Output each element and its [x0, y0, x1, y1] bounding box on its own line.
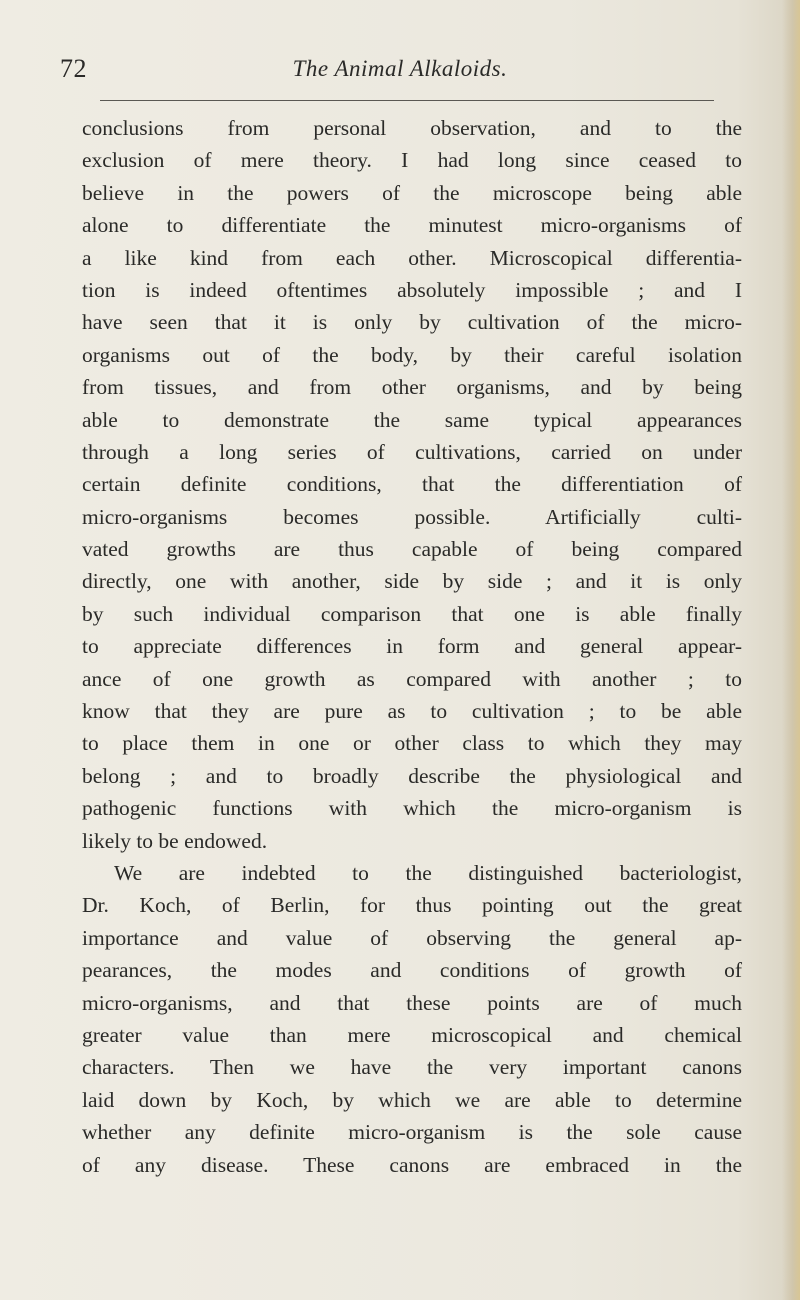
text-line: able to demonstrate the same typical appearances	[82, 407, 742, 432]
text-line: micro-organisms becomes possible. Artificially culti-	[82, 504, 742, 529]
text-line: from tissues, and from other organisms, and by being	[82, 375, 742, 400]
text-line: directly, one with another, side by side ; and it is only	[82, 569, 742, 594]
page-number: 72	[60, 54, 87, 83]
text-line: a like kind from each other. Microscopical differentia-	[82, 245, 742, 270]
text-line: tion is indeed oftentimes absolutely impossible ; and I	[82, 277, 742, 302]
text-line: to place them in one or other class to which they may	[82, 731, 742, 756]
text-line: conclusions from personal observation, and to the	[82, 116, 742, 140]
text-line: by such individual comparison that one is able finally	[82, 601, 742, 626]
header-rule	[100, 100, 714, 101]
text-line: of any disease. These canons are embraced in the	[82, 1152, 742, 1177]
text-line: know that they are pure as to cultivation ; to be able	[82, 699, 742, 724]
text-line: exclusion of mere theory. I had long since ceased to	[82, 148, 742, 173]
text-line: believe in the powers of the microscope being able	[82, 180, 742, 205]
text-line: pathogenic functions with which the micro-organism is	[82, 796, 742, 821]
text-line: greater value than mere microscopical and chemical	[82, 1022, 742, 1047]
page-header	[0, 48, 800, 88]
text-line: Dr. Koch, of Berlin, for thus pointing out the great	[82, 893, 742, 918]
running-title: The Animal Alkaloids.	[292, 56, 508, 81]
text-line: vated growths are thus capable of being compared	[82, 537, 742, 562]
text-line: alone to differentiate the minutest micro-organisms of	[82, 213, 742, 238]
page-edge-shadow	[782, 0, 800, 1300]
text-line: micro-organisms, and that these points are of much	[82, 990, 742, 1015]
text-line: organisms out of the body, by their careful isolation	[82, 342, 742, 367]
text-line: belong ; and to broadly describe the physiological and	[82, 763, 742, 788]
text-line: through a long series of cultivations, carried on under	[82, 439, 742, 464]
text-line: whether any definite micro-organism is the sole cause	[82, 1120, 742, 1145]
text-line: certain definite conditions, that the differentiation of	[82, 472, 742, 497]
body-text	[82, 112, 742, 1181]
text-line: pearances, the modes and conditions of growth of	[82, 958, 742, 983]
text-line: characters. Then we have the very important canons	[82, 1055, 742, 1080]
text-line: ance of one growth as compared with another ; to	[82, 666, 742, 691]
text-line: have seen that it is only by cultivation of the micro-	[82, 310, 742, 335]
text-line: laid down by Koch, by which we are able to determine	[82, 1087, 742, 1112]
text-line: importance and value of observing the general ap-	[82, 925, 742, 950]
paragraph-end-line: likely to be endowed.	[82, 828, 268, 853]
text-line: to appreciate differences in form and general appear-	[82, 634, 742, 659]
paragraph-start-line: We are indebted to the distinguished bacteriologist,	[114, 860, 742, 885]
